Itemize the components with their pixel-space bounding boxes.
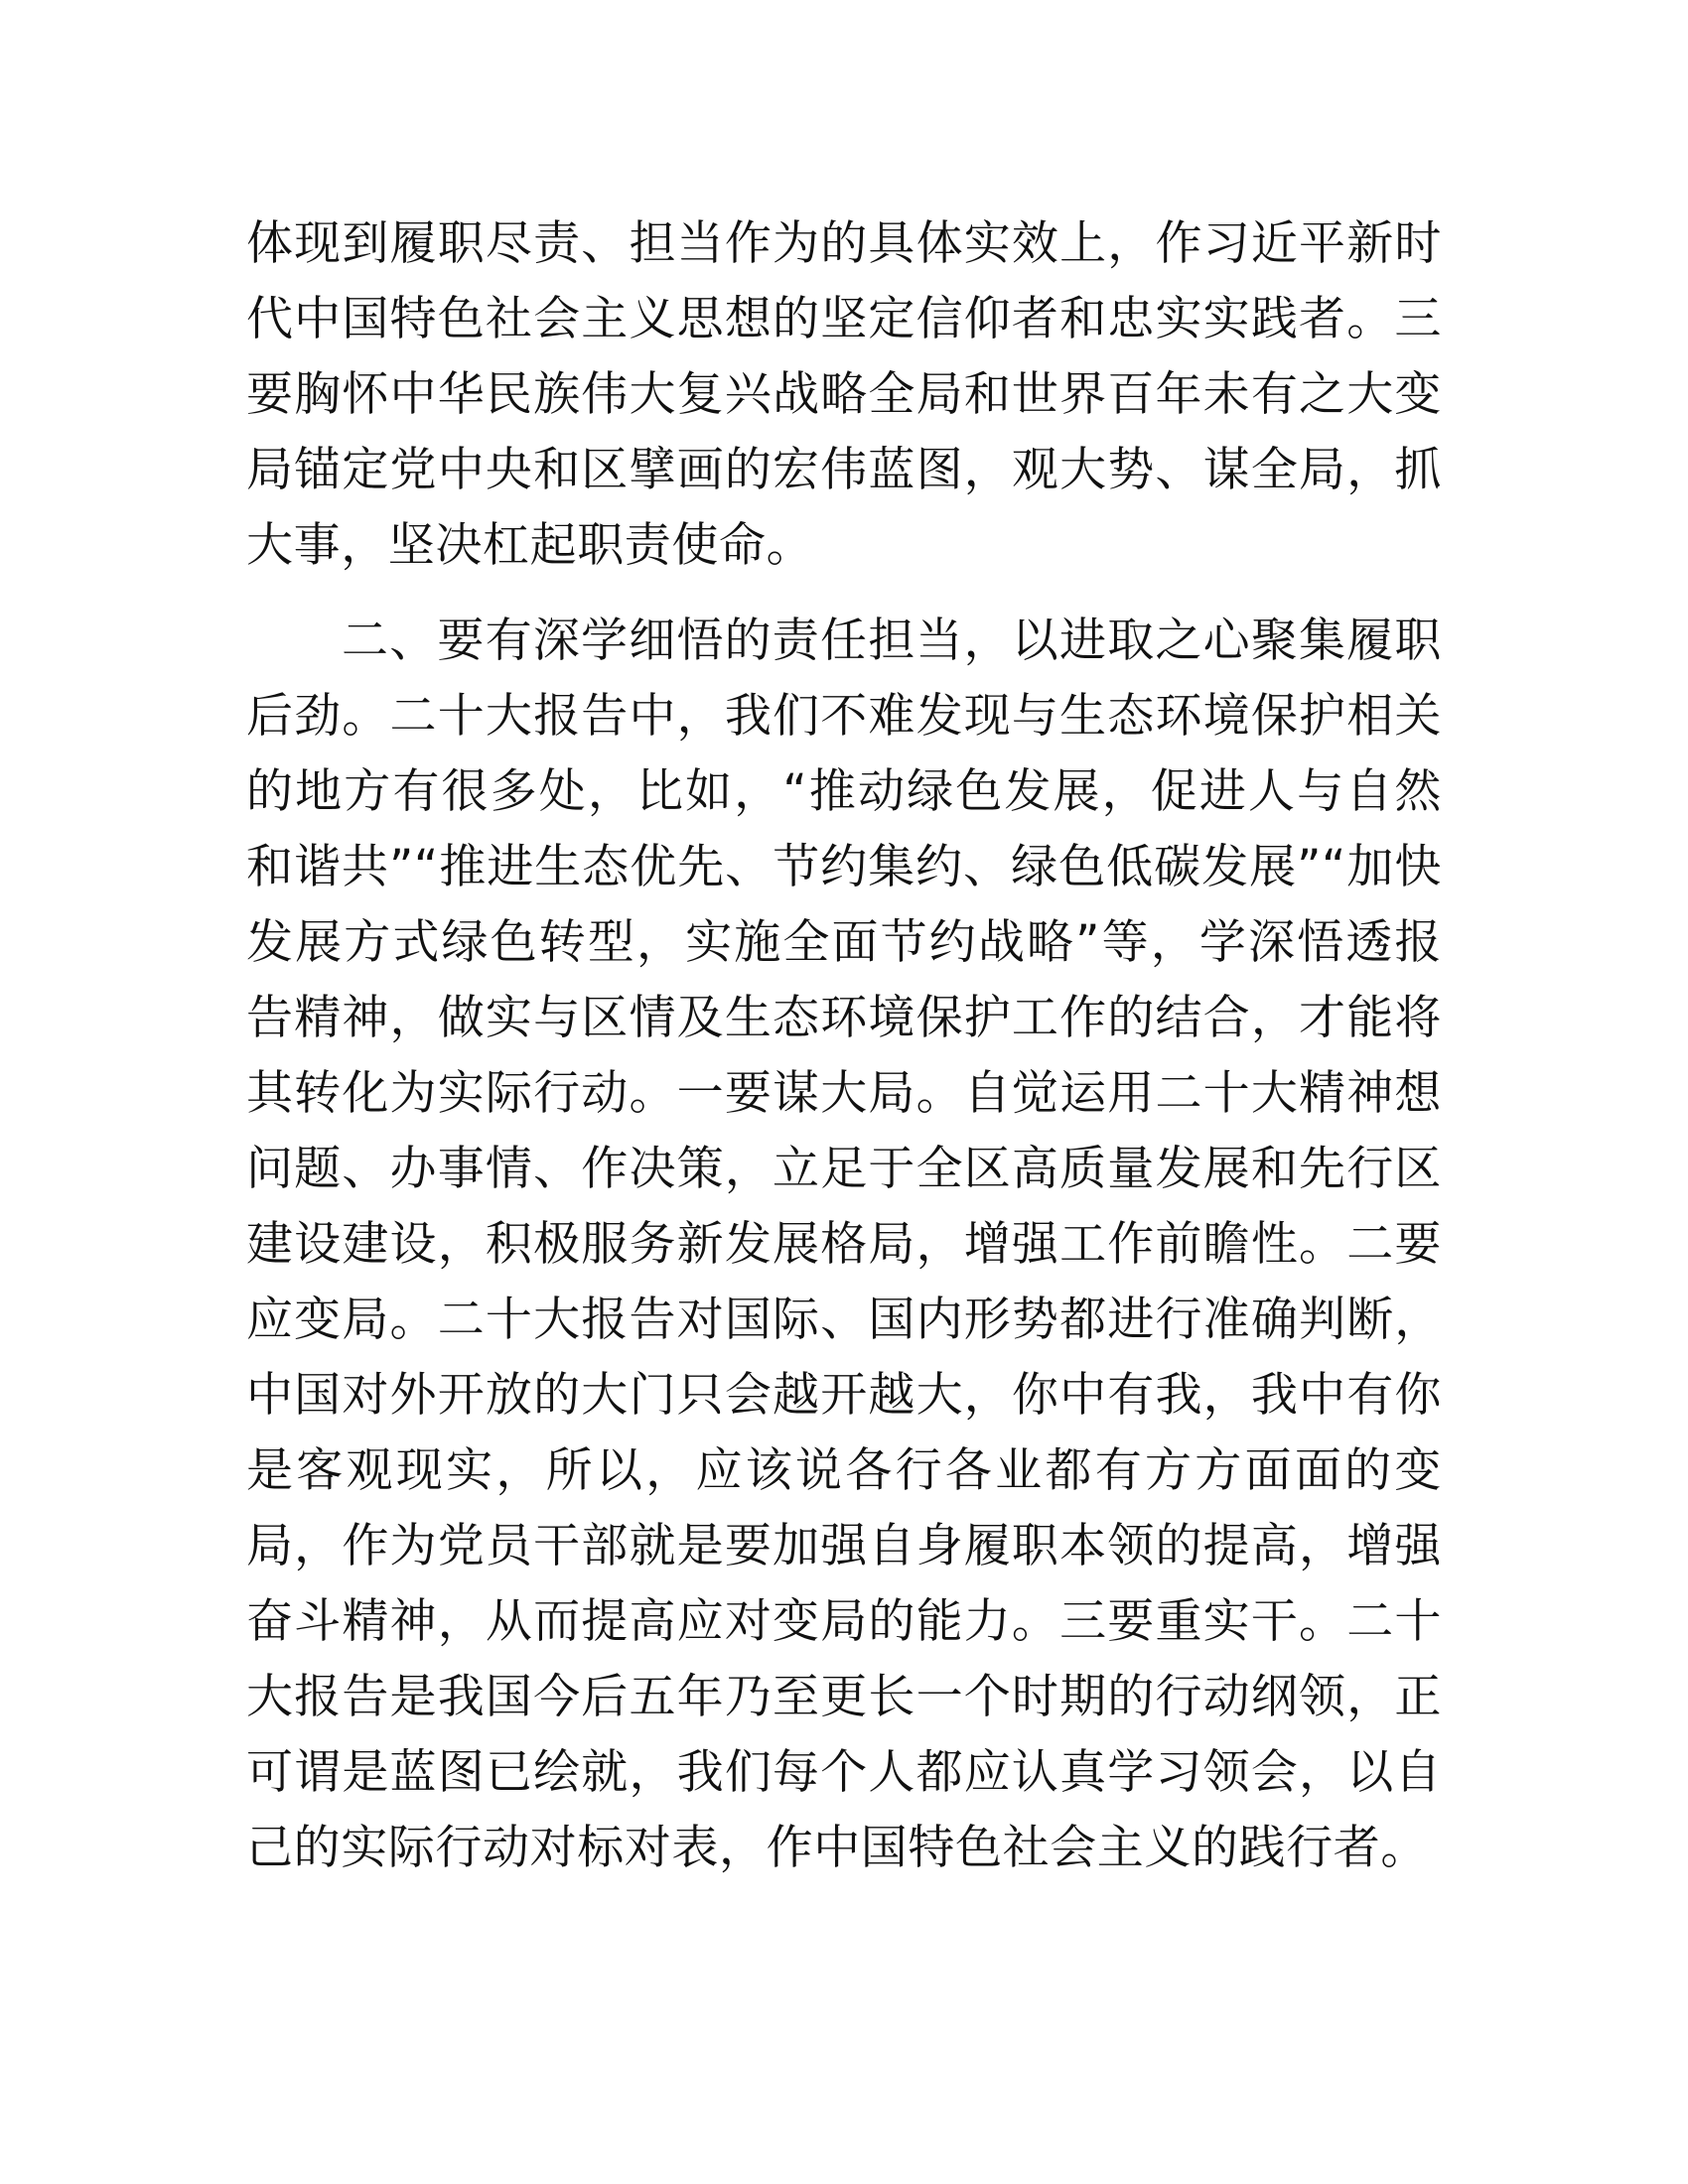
paragraph-section-two: 二、要有深学细悟的责任担当，以进取之心聚集履职后劲。二十大报告中，我们不难发现与生态环境保护相关的地方有很多处，比如，“推动绿色发展，促进人与自然和谐共”“推进生态优先、节约集约、绿色低碳发展”“加快发展方式绿色转型，实施全面节约战略”等，学深悟透报告精神，做实与区情及生态环境保护工作的结合，才能将其转化为实际行动。一要谋大局。自觉运用二十大精神想问题、办事情、作决策，立足于全区高质量发展和先行区建设建设，积极服务新发展格局，增强工作前瞻性。二要应变局。二十大报告对国际、国内形势都进行准确判断，中国对外开放的大门只会越开越大，你中有我，我中有你是客观现实，所以，应该说各行各业都有方方面面的变局，作为党员干部就是要加强自身履职本领的提高，增强奋斗精神，从而提高应对变局的能力。三要重实干。二十大报告是我国今后五年乃至更长一个时期的行动纲领，正可谓是蓝图已绘就，我们每个人都应认真学习领会，以自己的实际行动对标对表，作中国特色社会主义的践行者。 [246,614,1442,1875]
document-body [246,206,1442,1886]
paragraph-continuation: 体现到履职尽责、担当作为的具体实效上，作习近平新时代中国特色社会主义思想的坚定信仰者和忠实实践者。三要胸怀中华民族伟大复兴战略全局和世界百年未有之大变局锚定党中央和区擘画的宏伟蓝图，观大势、谋全局，抓大事，坚决杠起职责使命。 [246,216,1442,573]
